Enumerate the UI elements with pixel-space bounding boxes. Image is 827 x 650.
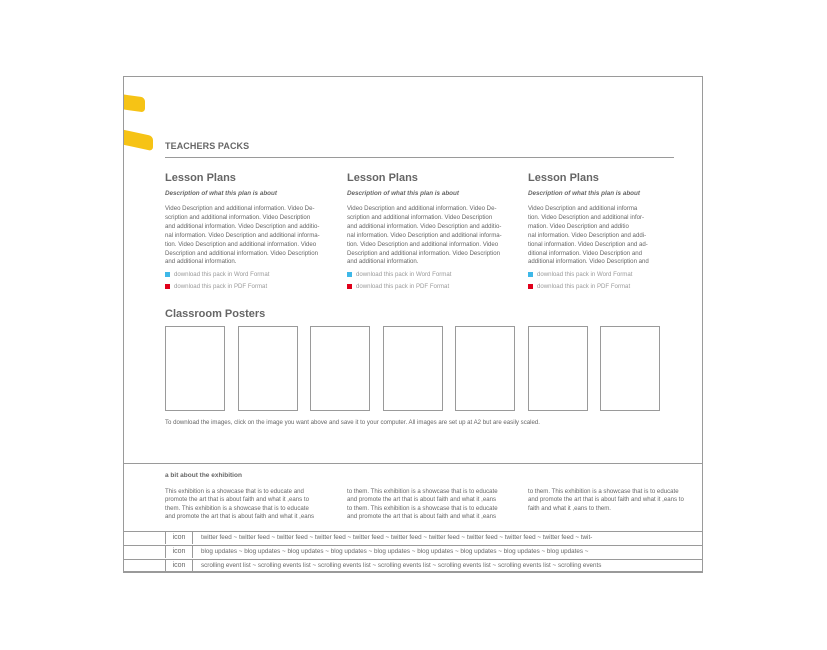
about-column-2: to them. This exhibition is a showcase that is to educate and promote the art that is about faith and what it ,eans to them. This exhibition is a showcase that is to educate and promote the art that is about faith and what it ,eans bbox=[347, 488, 498, 520]
lesson-plan-description: Video Description and additional information. Video De- scription and additional information. Video Description and additional information. Video Description and additio- nal information. Video Description and additional informa- tion. Video Description and additional information. Video Description and additional information. Video Description and additional information. bbox=[347, 205, 502, 266]
lesson-plan-title: Lesson Plans bbox=[347, 172, 418, 184]
pdf-icon bbox=[347, 284, 352, 289]
section-divider bbox=[165, 157, 674, 158]
word-icon bbox=[165, 272, 170, 277]
download-word-link[interactable]: download this pack in Word Format bbox=[347, 269, 519, 279]
pdf-icon bbox=[165, 284, 170, 289]
events-list-ticker: scrolling event list ~ scrolling events list ~ scrolling events list ~ scrolling events list ~ scrolling events list ~ scrolling events list ~ scrolling events bbox=[201, 562, 602, 569]
lesson-plan-card-2 bbox=[347, 172, 519, 291]
word-icon bbox=[347, 272, 352, 277]
posters-instructions: To download the images, click on the image you want above and save it to your computer. All images are set up at A2 but are easily scaled. bbox=[165, 419, 540, 426]
lesson-plan-title: Lesson Plans bbox=[528, 172, 599, 184]
footer-divider bbox=[124, 463, 702, 464]
twitter-icon: icon bbox=[165, 532, 193, 544]
posters-title: Classroom Posters bbox=[165, 308, 266, 320]
twitter-feed-row[interactable] bbox=[124, 531, 702, 544]
lesson-plan-subtitle: Description of what this plan is about bbox=[165, 190, 277, 197]
blog-updates-row[interactable] bbox=[124, 545, 702, 558]
lesson-plan-description: Video Description and additional informa tion. Video Description and additional infor- mation. Video Description and additio nal information. Video Description and addi- tional information. Video Description and ad- ditional information. Video Description and additional information. Video Description and bbox=[528, 205, 649, 266]
poster-thumbnail-1[interactable] bbox=[165, 326, 225, 411]
download-pdf-link[interactable]: download this pack in PDF Format bbox=[528, 281, 668, 291]
blog-updates-ticker: blog updates ~ blog updates ~ blog updates ~ blog updates ~ blog updates ~ blog updates ~ blog updates ~ blog updates ~ blog updates ~ bbox=[201, 548, 589, 555]
word-icon bbox=[528, 272, 533, 277]
twitter-feed-ticker: twitter feed ~ twitter feed ~ twitter feed ~ twitter feed ~ twitter feed ~ twitter feed ~ twitter feed ~ twitter feed ~ twitter feed ~ twitter feed ~ twit- bbox=[201, 534, 593, 541]
lesson-plan-subtitle: Description of what this plan is about bbox=[528, 190, 640, 197]
section-title: TEACHERS PACKS bbox=[165, 141, 250, 151]
poster-thumbnail-4[interactable] bbox=[383, 326, 443, 411]
lesson-plan-title: Lesson Plans bbox=[165, 172, 236, 184]
events-list-row[interactable] bbox=[124, 559, 702, 572]
lesson-plan-card-3 bbox=[528, 172, 668, 291]
about-column-1: This exhibition is a showcase that is to educate and promote the art that is about faith and what it ,eans to them. This exhibition is a showcase that is to educate and promote the art that is about faith and what it ,eans bbox=[165, 488, 315, 520]
lesson-plan-description: Video Description and additional information. Video De- scription and additional information. Video Description and additional information. Video Description and additio- nal information. Video Description and additional informa- tion. Video Description and additional information. Video Description and additional information. Video Description and additional information. bbox=[165, 205, 320, 266]
lesson-plan-card-1 bbox=[165, 172, 337, 291]
poster-thumbnail-2[interactable] bbox=[238, 326, 298, 411]
download-word-link[interactable]: download this pack in Word Format bbox=[165, 269, 337, 279]
poster-thumbnail-3[interactable] bbox=[310, 326, 370, 411]
about-title: a bit about the exhibition bbox=[165, 472, 242, 479]
yellow-tab-marker-top bbox=[124, 95, 145, 113]
download-word-link[interactable]: download this pack in Word Format bbox=[528, 269, 668, 279]
poster-thumbnail-7[interactable] bbox=[600, 326, 660, 411]
pdf-icon bbox=[528, 284, 533, 289]
events-icon: icon bbox=[165, 560, 193, 572]
blog-icon: icon bbox=[165, 546, 193, 558]
poster-thumbnail-5[interactable] bbox=[455, 326, 515, 411]
lesson-plan-subtitle: Description of what this plan is about bbox=[347, 190, 459, 197]
about-column-3: to them. This exhibition is a showcase that is to educate and promote the art that is about faith and what it ,eans to faith and what it ,eans to them. bbox=[528, 488, 684, 512]
poster-thumbnail-6[interactable] bbox=[528, 326, 588, 411]
download-pdf-link[interactable]: download this pack in PDF Format bbox=[347, 281, 519, 291]
download-pdf-link[interactable]: download this pack in PDF Format bbox=[165, 281, 337, 291]
